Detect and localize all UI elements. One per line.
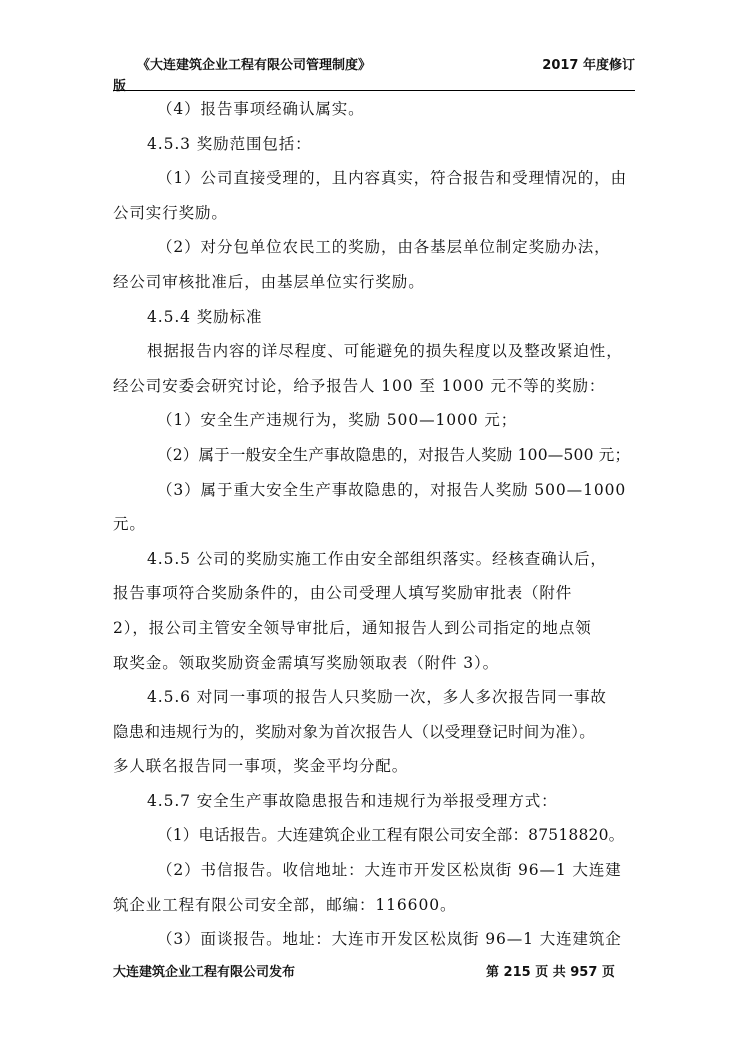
body-line: 根据报告内容的详尽程度、可能避免的损失程度以及整改紧迫性， bbox=[147, 342, 623, 361]
body-line: 公司实行奖励。 bbox=[113, 203, 228, 222]
section-heading-4-5-7: 4.5.7 安全生产事故隐患报告和违规行为举报受理方式： bbox=[147, 791, 558, 810]
body-line: （1）公司直接受理的，且内容真实，符合报告和受理情况的，由 bbox=[157, 169, 627, 188]
body-line: 报告事项符合奖励条件的，由公司受理人填写奖励审批表（附件 bbox=[113, 584, 573, 603]
body-line: （3）面谈报告。地址：大连市开发区松岚街 96—1 大连建筑企 bbox=[157, 930, 622, 949]
body-line: （2）书信报告。收信地址：大连市开发区松岚街 96—1 大连建 bbox=[157, 861, 622, 880]
body-line: （1）电话报告。大连建筑企业工程有限公司安全部：87518820。 bbox=[157, 826, 625, 845]
body-line: （3）属于重大安全生产事故隐患的，对报告人奖励 500—1000 bbox=[157, 480, 627, 499]
document-title: 《大连建筑企业工程有限公司管理制度》 bbox=[137, 58, 372, 73]
body-line: （4）报告事项经确认属实。 bbox=[157, 100, 365, 118]
body-line: 2），报公司主管安全领导审批后，通知报告人到公司指定的地点领 bbox=[113, 618, 592, 637]
body-line: 隐患和违规行为的，奖励对象为首次报告人（以受理登记时间为准）。 bbox=[113, 722, 596, 741]
header-divider bbox=[113, 90, 635, 91]
body-line: 筑企业工程有限公司安全部，邮编：116600。 bbox=[113, 895, 457, 914]
edition-label-wrap: 版 bbox=[113, 79, 127, 94]
body-line: 元。 bbox=[113, 515, 146, 534]
body-line: （2）属于一般安全生产事故隐患的，对报告人奖励 100—500 元； bbox=[157, 445, 631, 464]
section-heading-4-5-6: 4.5.6 对同一事项的报告人只奖励一次，多人多次报告同一事故 bbox=[147, 688, 607, 707]
body-line: 取奖金。领取奖励资金需填写奖励领取表（附件 3）。 bbox=[113, 653, 500, 672]
section-heading-4-5-4: 4.5.4 奖励标准 bbox=[147, 307, 263, 326]
page-number: 第 215 页 共 957 页 bbox=[486, 965, 615, 980]
section-heading-4-5-5: 4.5.5 公司的奖励实施工作由安全部组织落实。经核查确认后， bbox=[147, 549, 607, 568]
body-line: 经公司审核批准后，由基层单位实行奖励。 bbox=[113, 272, 425, 291]
document-body bbox=[113, 92, 635, 957]
body-line: 经公司安委会研究讨论，给予报告人 100 至 1000 元不等的奖励： bbox=[113, 376, 606, 395]
body-line: （1）安全生产违规行为，奖励 500—1000 元； bbox=[157, 411, 518, 430]
body-line: （2）对分包单位农民工的奖励，由各基层单位制定奖励办法， bbox=[157, 238, 611, 257]
edition-label: 2017 年度修订 bbox=[542, 58, 635, 73]
footer-publisher: 大连建筑企业工程有限公司发布 bbox=[113, 965, 296, 980]
section-heading-4-5-3: 4.5.3 奖励范围包括： bbox=[147, 134, 312, 153]
body-line: 多人联名报告同一事项，奖金平均分配。 bbox=[113, 757, 409, 776]
